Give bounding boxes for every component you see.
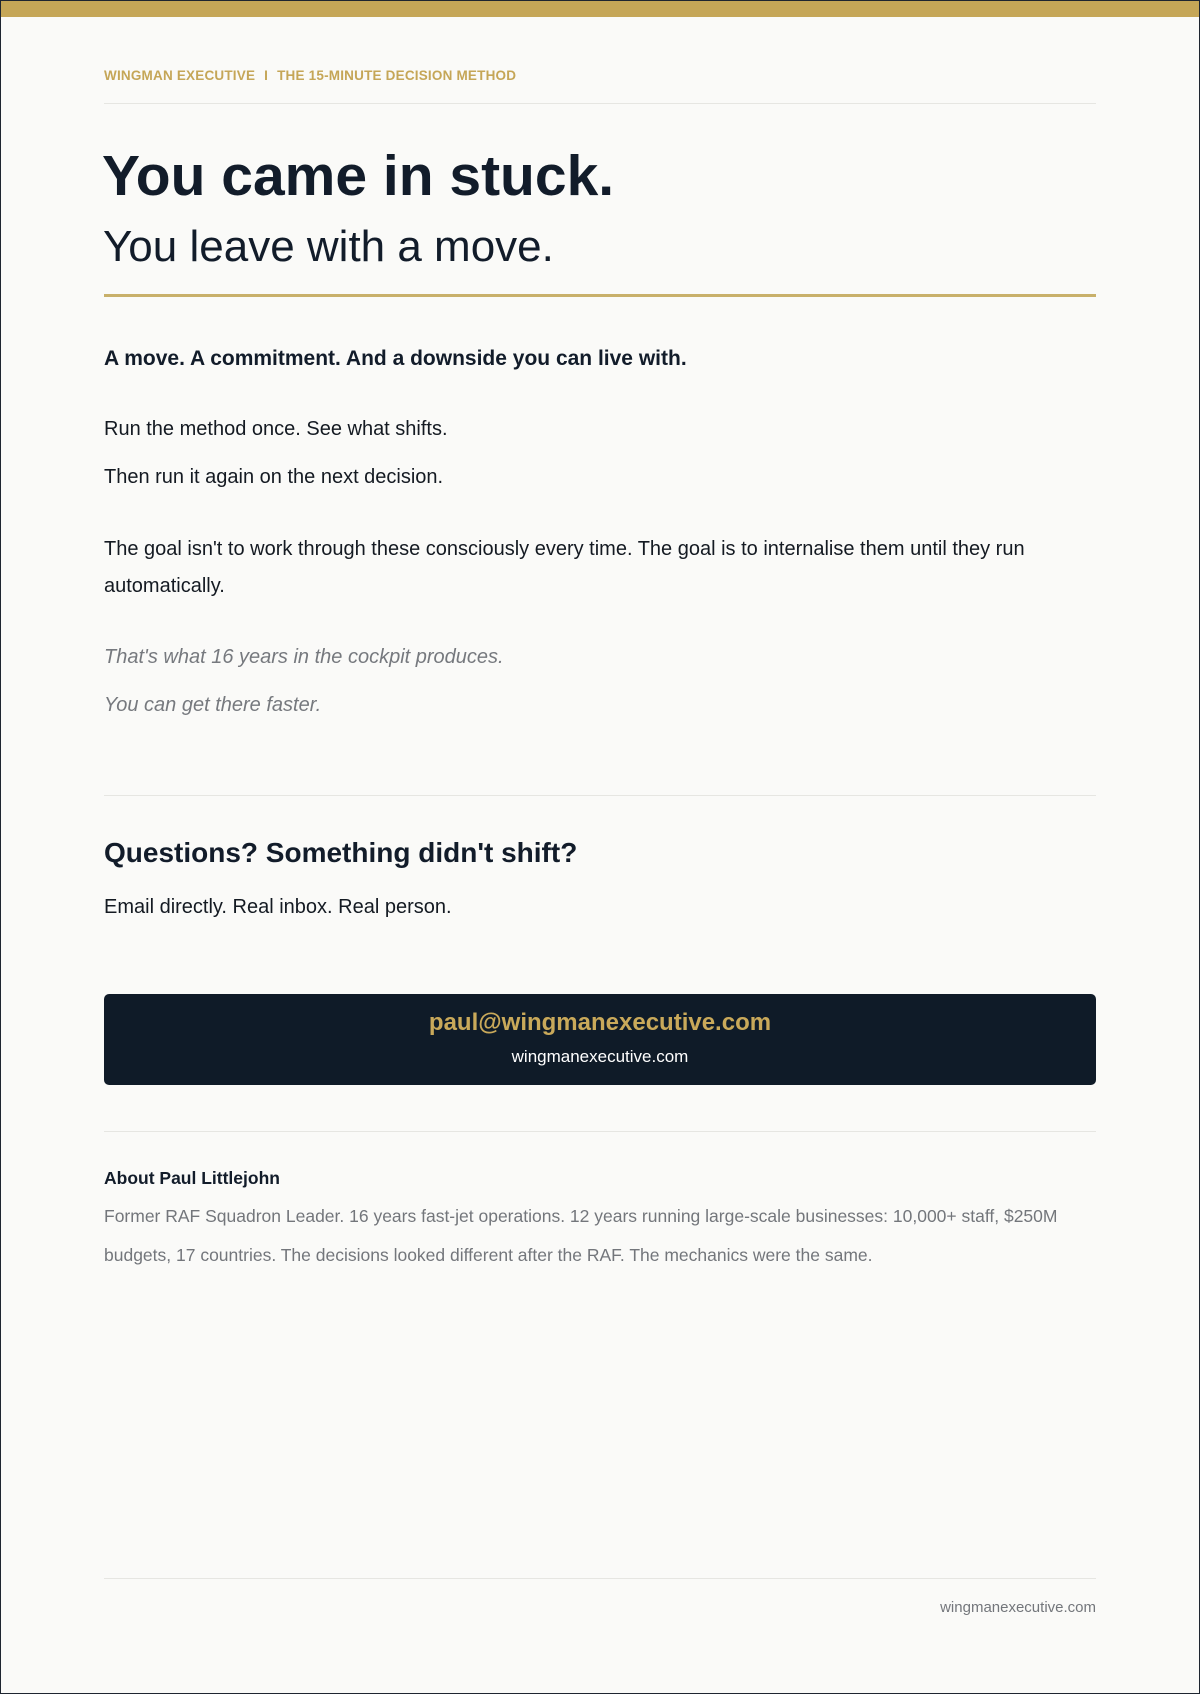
footer-divider xyxy=(104,1578,1096,1579)
method-name: THE 15-MINUTE DECISION METHOD xyxy=(277,68,517,83)
questions-heading: Questions? Something didn't shift? xyxy=(104,837,578,868)
about-divider xyxy=(104,1131,1096,1132)
contact-website-link[interactable]: wingmanexecutive.com xyxy=(511,1047,689,1066)
section-divider xyxy=(104,795,1096,796)
page-title: You came in stuck. xyxy=(102,144,615,208)
top-accent-bar xyxy=(1,1,1199,17)
brand-name: WINGMAN EXECUTIVE xyxy=(104,68,256,83)
footer-website: wingmanexecutive.com xyxy=(940,1599,1096,1616)
lead-statement: A move. A commitment. And a downside you can live with. xyxy=(104,347,687,370)
title-divider xyxy=(104,294,1096,297)
about-heading: About Paul Littlejohn xyxy=(104,1168,280,1188)
kicker-separator: I xyxy=(264,68,269,83)
body-line-run-once: Run the method once. See what shifts. xyxy=(104,418,448,440)
contact-card xyxy=(104,994,1096,1085)
page-subtitle: You leave with a move. xyxy=(103,222,554,271)
about-bio: Former RAF Squadron Leader. 16 years fast-jet operations. 12 years running large-scale businesses: 10,000+ staff, $250M budgets, 17 countries. The decisions looked different after the RAF. The mechanics were the same. xyxy=(104,1206,1058,1265)
quote-line-cockpit: That's what 16 years in the cockpit produces. xyxy=(104,646,504,668)
questions-text: Email directly. Real inbox. Real person. xyxy=(104,896,452,918)
body-paragraph-goal: The goal isn't to work through these consciously every time. The goal is to internalise them until they run automatically. xyxy=(104,538,1025,597)
header-kicker xyxy=(104,68,516,83)
header-divider xyxy=(104,103,1096,104)
contact-email-link[interactable]: paul@wingmanexecutive.com xyxy=(428,1009,772,1036)
quote-line-faster: You can get there faster. xyxy=(104,694,322,716)
body-line-run-again: Then run it again on the next decision. xyxy=(104,466,444,488)
